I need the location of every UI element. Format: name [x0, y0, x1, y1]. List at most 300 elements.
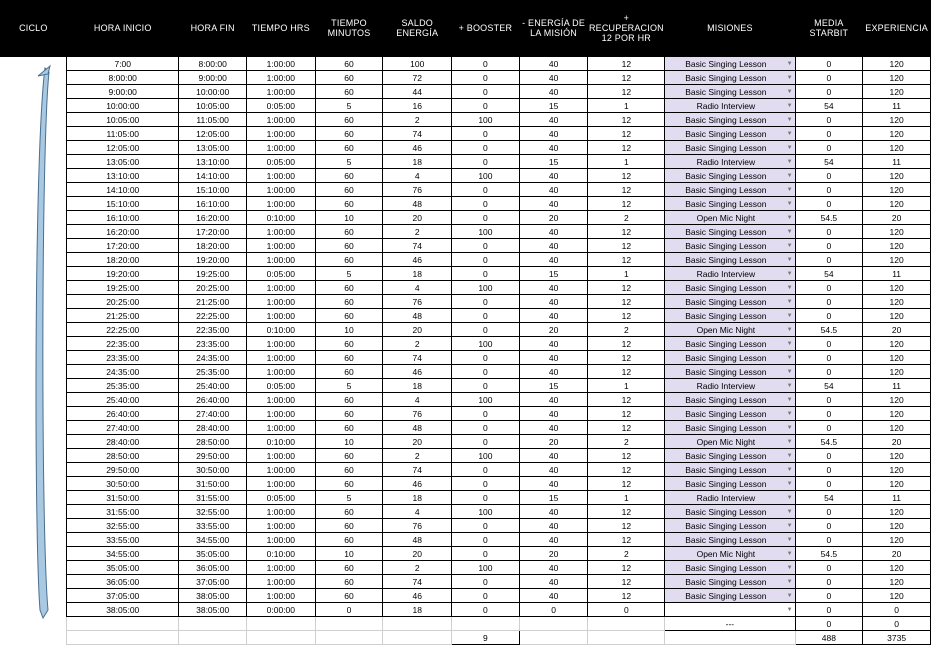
cell-hora-inicio[interactable]: 26:40:00: [67, 407, 179, 421]
cell-hora-fin[interactable]: 23:35:00: [179, 337, 247, 351]
mission-dropdown[interactable]: [665, 421, 795, 435]
cell-tiempo-hrs[interactable]: 0:05:00: [247, 267, 316, 281]
cell-hora-inicio[interactable]: 8:00:00: [67, 71, 179, 85]
cell-saldo-energia[interactable]: 48: [383, 421, 452, 435]
cell-hora-fin[interactable]: 33:55:00: [179, 519, 247, 533]
cell-media-starbit[interactable]: 0: [795, 295, 863, 309]
cell-hora-inicio[interactable]: 32:55:00: [67, 519, 179, 533]
cell-hora-fin[interactable]: 25:40:00: [179, 379, 247, 393]
dropdown-arrow-icon[interactable]: ▼: [786, 271, 793, 277]
cell-hora-inicio[interactable]: 22:35:00: [67, 337, 179, 351]
cell-ciclo[interactable]: [0, 575, 67, 589]
cell-hora-inicio[interactable]: 19:25:00: [67, 281, 179, 295]
dropdown-arrow-icon[interactable]: ▼: [786, 369, 793, 375]
dropdown-arrow-icon[interactable]: ▼: [786, 257, 793, 263]
cell-media-starbit[interactable]: 0: [795, 71, 863, 85]
cell-tiempo-minutos[interactable]: 5: [315, 99, 383, 113]
cell-ciclo[interactable]: [0, 225, 67, 239]
mission-dropdown[interactable]: [665, 407, 795, 421]
cell-energia-mision[interactable]: 40: [519, 281, 588, 295]
cell-experiencia[interactable]: 120: [863, 183, 931, 197]
cell-recuperacion[interactable]: 1: [588, 491, 665, 505]
cell-booster[interactable]: 0: [452, 85, 520, 99]
cell-hora-inicio[interactable]: 16:10:00: [67, 211, 179, 225]
cell-experiencia[interactable]: 120: [863, 519, 931, 533]
cell-empty[interactable]: [67, 617, 179, 631]
cell-energia-mision[interactable]: 40: [519, 309, 588, 323]
cell-booster[interactable]: 0: [452, 267, 520, 281]
cell-tiempo-minutos[interactable]: 60: [315, 197, 383, 211]
cell-tiempo-hrs[interactable]: 1:00:00: [247, 365, 316, 379]
cell-ciclo[interactable]: [0, 57, 67, 71]
cell-hora-fin[interactable]: 10:00:00: [179, 85, 247, 99]
dropdown-arrow-icon[interactable]: ▼: [786, 453, 793, 459]
dropdown-arrow-icon[interactable]: ▼: [786, 131, 793, 137]
cell-recuperacion[interactable]: 12: [588, 281, 665, 295]
cell-hora-inicio[interactable]: 21:25:00: [67, 309, 179, 323]
cell-hora-inicio[interactable]: 22:25:00: [67, 323, 179, 337]
cell-energia-mision[interactable]: 40: [519, 253, 588, 267]
cell-saldo-energia[interactable]: 76: [383, 519, 452, 533]
cell-hora-inicio[interactable]: 17:20:00: [67, 239, 179, 253]
cell-tiempo-minutos[interactable]: 10: [315, 435, 383, 449]
cell-booster[interactable]: 0: [452, 603, 520, 617]
cell-energia-mision[interactable]: 20: [519, 323, 588, 337]
cell-tiempo-hrs[interactable]: 1:00:00: [247, 197, 316, 211]
cell-booster[interactable]: 0: [452, 435, 520, 449]
cell-hora-inicio[interactable]: 33:55:00: [67, 533, 179, 547]
cell-empty[interactable]: [665, 631, 795, 645]
cell-experiencia[interactable]: 11: [863, 491, 931, 505]
cell-tiempo-hrs[interactable]: 1:00:00: [247, 421, 316, 435]
cell-ciclo[interactable]: [0, 449, 67, 463]
dropdown-arrow-icon[interactable]: ▼: [786, 187, 793, 193]
cell-media-starbit[interactable]: 0: [795, 85, 863, 99]
cell-booster[interactable]: 0: [452, 533, 520, 547]
cell-hora-fin[interactable]: 14:10:00: [179, 169, 247, 183]
cell-ciclo[interactable]: [0, 365, 67, 379]
cell-booster[interactable]: 100: [452, 505, 520, 519]
cell-hora-inicio[interactable]: 31:50:00: [67, 491, 179, 505]
cell-tiempo-hrs[interactable]: 1:00:00: [247, 239, 316, 253]
cell-hora-inicio[interactable]: 25:40:00: [67, 393, 179, 407]
cell-booster[interactable]: 0: [452, 365, 520, 379]
cell-saldo-energia[interactable]: 46: [383, 589, 452, 603]
cell-booster[interactable]: 0: [452, 99, 520, 113]
mission-dropdown[interactable]: [665, 141, 795, 155]
cell-hora-inicio[interactable]: 12:05:00: [67, 141, 179, 155]
cell-ciclo[interactable]: [0, 71, 67, 85]
cell-saldo-energia[interactable]: 2: [383, 561, 452, 575]
cell-ciclo[interactable]: [0, 141, 67, 155]
cell-tiempo-minutos[interactable]: 60: [315, 449, 383, 463]
cell-recuperacion[interactable]: 12: [588, 253, 665, 267]
cell-energia-mision[interactable]: 15: [519, 155, 588, 169]
cell-booster[interactable]: 100: [452, 393, 520, 407]
cell-recuperacion[interactable]: 12: [588, 421, 665, 435]
cell-recuperacion[interactable]: 12: [588, 519, 665, 533]
cell-hora-fin[interactable]: 32:55:00: [179, 505, 247, 519]
cell-experiencia[interactable]: 120: [863, 113, 931, 127]
dropdown-arrow-icon[interactable]: ▼: [786, 509, 793, 515]
cell-tiempo-minutos[interactable]: 60: [315, 463, 383, 477]
cell-media-starbit[interactable]: 0: [795, 421, 863, 435]
cell-energia-mision[interactable]: 40: [519, 477, 588, 491]
header-misiones[interactable]: MISIONES: [665, 0, 795, 57]
cell-hora-inicio[interactable]: 19:20:00: [67, 267, 179, 281]
cell-tiempo-minutos[interactable]: 60: [315, 127, 383, 141]
cell-recuperacion[interactable]: 12: [588, 449, 665, 463]
cell-recuperacion[interactable]: 1: [588, 267, 665, 281]
cell-saldo-energia[interactable]: 20: [383, 323, 452, 337]
cell-ciclo[interactable]: [0, 351, 67, 365]
cell-hora-fin[interactable]: 28:50:00: [179, 435, 247, 449]
cell-tiempo-hrs[interactable]: 1:00:00: [247, 127, 316, 141]
cell-saldo-energia[interactable]: 2: [383, 337, 452, 351]
cell-tiempo-hrs[interactable]: 1:00:00: [247, 141, 316, 155]
cell-experiencia[interactable]: 120: [863, 239, 931, 253]
cell-hora-inicio[interactable]: 37:05:00: [67, 589, 179, 603]
cell-tiempo-hrs[interactable]: 1:00:00: [247, 393, 316, 407]
cell-hora-inicio[interactable]: 16:20:00: [67, 225, 179, 239]
cell-booster[interactable]: 0: [452, 295, 520, 309]
cell-experiencia[interactable]: 11: [863, 379, 931, 393]
cell-energia-mision[interactable]: 40: [519, 351, 588, 365]
cell-recuperacion[interactable]: 12: [588, 589, 665, 603]
cell-booster[interactable]: 0: [452, 421, 520, 435]
dropdown-arrow-icon[interactable]: ▼: [786, 285, 793, 291]
cell-hora-fin[interactable]: 12:05:00: [179, 127, 247, 141]
cell-booster[interactable]: 0: [452, 141, 520, 155]
cell-hora-inicio[interactable]: 36:05:00: [67, 575, 179, 589]
mission-dropdown[interactable]: [665, 477, 795, 491]
mission-dropdown[interactable]: [665, 463, 795, 477]
cell-tiempo-hrs[interactable]: 0:00:00: [247, 603, 316, 617]
dropdown-arrow-icon[interactable]: ▼: [786, 299, 793, 305]
cell-hora-fin[interactable]: 37:05:00: [179, 575, 247, 589]
cell-recuperacion[interactable]: 12: [588, 463, 665, 477]
cell-hora-inicio[interactable]: 23:35:00: [67, 351, 179, 365]
cell-tiempo-minutos[interactable]: 60: [315, 505, 383, 519]
cell-experiencia[interactable]: 120: [863, 253, 931, 267]
cell-ciclo[interactable]: [0, 463, 67, 477]
dropdown-arrow-icon[interactable]: ▼: [786, 383, 793, 389]
cell-tiempo-minutos[interactable]: 60: [315, 239, 383, 253]
cell-recuperacion[interactable]: 12: [588, 561, 665, 575]
cell-saldo-energia[interactable]: 74: [383, 575, 452, 589]
cell-recuperacion[interactable]: 2: [588, 211, 665, 225]
cell-energia-mision[interactable]: 40: [519, 183, 588, 197]
cell-ciclo[interactable]: [0, 85, 67, 99]
cell-empty[interactable]: [383, 631, 452, 645]
cell-tiempo-hrs[interactable]: 0:05:00: [247, 379, 316, 393]
cell-ciclo[interactable]: [0, 99, 67, 113]
cell-recuperacion[interactable]: 12: [588, 71, 665, 85]
cell-ciclo[interactable]: [0, 323, 67, 337]
mission-dropdown[interactable]: [665, 449, 795, 463]
cell-ciclo[interactable]: [0, 379, 67, 393]
cell-tiempo-hrs[interactable]: 1:00:00: [247, 407, 316, 421]
cell-energia-mision[interactable]: 0: [519, 603, 588, 617]
cell-booster[interactable]: 0: [452, 71, 520, 85]
mission-dropdown[interactable]: [665, 281, 795, 295]
cell-ciclo[interactable]: [0, 519, 67, 533]
cell-experiencia[interactable]: 120: [863, 407, 931, 421]
cell-recuperacion[interactable]: 2: [588, 435, 665, 449]
cell-tiempo-hrs[interactable]: 1:00:00: [247, 57, 316, 71]
cell-booster[interactable]: 100: [452, 113, 520, 127]
cell-tiempo-minutos[interactable]: 10: [315, 323, 383, 337]
cell-booster[interactable]: 0: [452, 463, 520, 477]
cell-ciclo[interactable]: [0, 603, 67, 617]
cell-media-starbit[interactable]: 0: [795, 365, 863, 379]
cell-hora-inicio[interactable]: 29:50:00: [67, 463, 179, 477]
cell-booster[interactable]: 100: [452, 169, 520, 183]
dropdown-arrow-icon[interactable]: ▼: [786, 355, 793, 361]
cell-experiencia-extra[interactable]: 0: [863, 617, 931, 631]
cell-empty[interactable]: [452, 617, 520, 631]
dropdown-arrow-icon[interactable]: ▼: [786, 341, 793, 347]
cell-ciclo[interactable]: [0, 561, 67, 575]
cell-experiencia[interactable]: 120: [863, 393, 931, 407]
cell-hora-inicio[interactable]: 15:10:00: [67, 197, 179, 211]
cell-experiencia[interactable]: 120: [863, 127, 931, 141]
dropdown-arrow-icon[interactable]: ▼: [786, 565, 793, 571]
cell-recuperacion[interactable]: 12: [588, 197, 665, 211]
cell-tiempo-hrs[interactable]: 1:00:00: [247, 463, 316, 477]
cell-tiempo-hrs[interactable]: 1:00:00: [247, 351, 316, 365]
cell-energia-mision[interactable]: 40: [519, 113, 588, 127]
cell-hora-fin[interactable]: 8:00:00: [179, 57, 247, 71]
dropdown-arrow-icon[interactable]: ▼: [786, 89, 793, 95]
cell-media-starbit[interactable]: 0: [795, 253, 863, 267]
cell-energia-mision[interactable]: 40: [519, 561, 588, 575]
cell-empty[interactable]: [0, 617, 67, 631]
cell-tiempo-minutos[interactable]: 10: [315, 547, 383, 561]
cell-saldo-energia[interactable]: 4: [383, 505, 452, 519]
cell-recuperacion[interactable]: 12: [588, 183, 665, 197]
cell-booster[interactable]: 0: [452, 323, 520, 337]
mission-dropdown[interactable]: [665, 155, 795, 169]
cell-saldo-energia[interactable]: 4: [383, 169, 452, 183]
cell-tiempo-hrs[interactable]: 1:00:00: [247, 253, 316, 267]
cell-booster[interactable]: 0: [452, 589, 520, 603]
cell-experiencia[interactable]: 120: [863, 589, 931, 603]
cell-tiempo-hrs[interactable]: 1:00:00: [247, 71, 316, 85]
cell-empty[interactable]: [315, 631, 383, 645]
cell-media-starbit[interactable]: 0: [795, 463, 863, 477]
cell-media-starbit[interactable]: 54: [795, 99, 863, 113]
cell-hora-inicio[interactable]: 38:05:00: [67, 603, 179, 617]
cell-recuperacion[interactable]: 12: [588, 407, 665, 421]
cell-hora-fin[interactable]: 31:50:00: [179, 477, 247, 491]
cell-hora-fin[interactable]: 19:25:00: [179, 267, 247, 281]
cell-experiencia[interactable]: 120: [863, 477, 931, 491]
cell-media-starbit[interactable]: 54: [795, 379, 863, 393]
cell-experiencia[interactable]: 120: [863, 365, 931, 379]
cell-tiempo-minutos[interactable]: 60: [315, 169, 383, 183]
cell-experiencia[interactable]: 120: [863, 309, 931, 323]
mission-dropdown[interactable]: [665, 337, 795, 351]
cell-hora-fin[interactable]: 13:05:00: [179, 141, 247, 155]
cell-recuperacion[interactable]: 12: [588, 295, 665, 309]
dropdown-arrow-icon[interactable]: ▼: [786, 75, 793, 81]
mission-dropdown[interactable]: [665, 547, 795, 561]
cell-tiempo-hrs[interactable]: 0:05:00: [247, 99, 316, 113]
cell-booster[interactable]: 100: [452, 337, 520, 351]
cell-energia-mision[interactable]: 40: [519, 519, 588, 533]
cell-tiempo-minutos[interactable]: 60: [315, 113, 383, 127]
cell-energia-mision[interactable]: 40: [519, 449, 588, 463]
cell-booster[interactable]: 0: [452, 477, 520, 491]
cell-tiempo-minutos[interactable]: 5: [315, 155, 383, 169]
cell-experiencia[interactable]: 120: [863, 197, 931, 211]
mission-dropdown[interactable]: [665, 379, 795, 393]
cell-tiempo-minutos[interactable]: 5: [315, 379, 383, 393]
cell-media-starbit[interactable]: 54.5: [795, 435, 863, 449]
cell-experiencia[interactable]: 120: [863, 533, 931, 547]
cell-tiempo-hrs[interactable]: 1:00:00: [247, 589, 316, 603]
cell-booster[interactable]: 0: [452, 239, 520, 253]
cell-saldo-energia[interactable]: 48: [383, 533, 452, 547]
cell-hora-fin[interactable]: 11:05:00: [179, 113, 247, 127]
cell-hora-inicio[interactable]: 30:50:00: [67, 477, 179, 491]
cell-ciclo[interactable]: [0, 393, 67, 407]
cell-media-starbit[interactable]: 0: [795, 127, 863, 141]
cell-hora-inicio[interactable]: 20:25:00: [67, 295, 179, 309]
cell-recuperacion[interactable]: 12: [588, 337, 665, 351]
mission-dropdown[interactable]: [665, 267, 795, 281]
header-hora-inicio[interactable]: HORA INICIO: [67, 0, 179, 57]
cell-tiempo-hrs[interactable]: 1:00:00: [247, 281, 316, 295]
cell-hora-inicio[interactable]: 13:05:00: [67, 155, 179, 169]
cell-tiempo-hrs[interactable]: 1:00:00: [247, 337, 316, 351]
cell-hora-fin[interactable]: 34:55:00: [179, 533, 247, 547]
cell-booster[interactable]: 100: [452, 561, 520, 575]
cell-experiencia[interactable]: 0: [863, 603, 931, 617]
cell-recuperacion[interactable]: 12: [588, 533, 665, 547]
cell-hora-fin[interactable]: 16:20:00: [179, 211, 247, 225]
cell-ciclo[interactable]: [0, 421, 67, 435]
cell-hora-fin[interactable]: 16:10:00: [179, 197, 247, 211]
cell-recuperacion[interactable]: 2: [588, 323, 665, 337]
cell-energia-mision[interactable]: 40: [519, 505, 588, 519]
cell-hora-fin[interactable]: 31:55:00: [179, 491, 247, 505]
cell-ciclo[interactable]: [0, 589, 67, 603]
header-saldo-energia[interactable]: SALDO ENERGÍA: [383, 0, 452, 57]
mission-dropdown[interactable]: [665, 295, 795, 309]
cell-tiempo-minutos[interactable]: 60: [315, 295, 383, 309]
cell-ciclo[interactable]: [0, 155, 67, 169]
total-media-starbit[interactable]: 488: [795, 631, 863, 645]
cell-recuperacion[interactable]: 12: [588, 127, 665, 141]
mission-dropdown[interactable]: [665, 519, 795, 533]
cell-ciclo[interactable]: [0, 477, 67, 491]
cell-recuperacion[interactable]: 1: [588, 379, 665, 393]
dropdown-arrow-icon[interactable]: ▼: [786, 103, 793, 109]
header-tiempo-minutos[interactable]: TIEMPO MINUTOS: [315, 0, 383, 57]
cell-saldo-energia[interactable]: 46: [383, 253, 452, 267]
cell-booster[interactable]: 0: [452, 211, 520, 225]
cell-experiencia[interactable]: 20: [863, 211, 931, 225]
cell-energia-mision[interactable]: 20: [519, 435, 588, 449]
dropdown-arrow-icon[interactable]: ▼: [786, 467, 793, 473]
cell-booster[interactable]: 0: [452, 127, 520, 141]
cell-experiencia[interactable]: 120: [863, 169, 931, 183]
cell-experiencia[interactable]: 120: [863, 57, 931, 71]
cell-booster[interactable]: 0: [452, 547, 520, 561]
mission-dropdown[interactable]: [665, 351, 795, 365]
cell-recuperacion[interactable]: 12: [588, 225, 665, 239]
cell-hora-inicio[interactable]: 25:35:00: [67, 379, 179, 393]
dropdown-arrow-icon[interactable]: ▼: [786, 481, 793, 487]
cell-hora-fin[interactable]: 26:40:00: [179, 393, 247, 407]
cell-experiencia[interactable]: 120: [863, 295, 931, 309]
cell-hora-fin[interactable]: 38:05:00: [179, 603, 247, 617]
cell-booster[interactable]: 0: [452, 379, 520, 393]
mission-dropdown[interactable]: [665, 575, 795, 589]
cell-tiempo-minutos[interactable]: 60: [315, 57, 383, 71]
cell-ciclo[interactable]: [0, 127, 67, 141]
dropdown-arrow-icon[interactable]: ▼: [786, 243, 793, 249]
cell-energia-mision[interactable]: 15: [519, 267, 588, 281]
cell-tiempo-minutos[interactable]: 60: [315, 281, 383, 295]
cell-energia-mision[interactable]: 15: [519, 491, 588, 505]
cell-energia-mision[interactable]: 40: [519, 337, 588, 351]
cell-media-starbit[interactable]: 0: [795, 141, 863, 155]
cell-tiempo-minutos[interactable]: 60: [315, 337, 383, 351]
mission-dropdown[interactable]: [665, 491, 795, 505]
cell-saldo-energia[interactable]: 2: [383, 449, 452, 463]
cell-hora-inicio[interactable]: 10:00:00: [67, 99, 179, 113]
cell-hora-fin[interactable]: 28:40:00: [179, 421, 247, 435]
mission-dropdown[interactable]: [665, 197, 795, 211]
cell-media-starbit[interactable]: 0: [795, 281, 863, 295]
cell-hora-inicio[interactable]: 28:50:00: [67, 449, 179, 463]
cell-tiempo-hrs[interactable]: 1:00:00: [247, 575, 316, 589]
mission-dropdown[interactable]: [665, 239, 795, 253]
cell-media-starbit[interactable]: 0: [795, 589, 863, 603]
cell-tiempo-hrs[interactable]: 1:00:00: [247, 561, 316, 575]
dropdown-arrow-icon[interactable]: ▼: [786, 607, 793, 613]
cell-tiempo-hrs[interactable]: 0:05:00: [247, 491, 316, 505]
cell-saldo-energia[interactable]: 20: [383, 211, 452, 225]
dropdown-arrow-icon[interactable]: ▼: [786, 201, 793, 207]
cell-hora-inicio[interactable]: 28:40:00: [67, 435, 179, 449]
cell-empty[interactable]: [588, 617, 665, 631]
cell-tiempo-hrs[interactable]: 1:00:00: [247, 533, 316, 547]
cell-recuperacion[interactable]: 2: [588, 547, 665, 561]
cell-tiempo-minutos[interactable]: 60: [315, 365, 383, 379]
cell-ciclo[interactable]: [0, 211, 67, 225]
cell-saldo-energia[interactable]: 18: [383, 603, 452, 617]
mission-dropdown[interactable]: [665, 183, 795, 197]
cell-hora-inicio[interactable]: 13:10:00: [67, 169, 179, 183]
cell-ciclo[interactable]: [0, 295, 67, 309]
dropdown-arrow-icon[interactable]: ▼: [786, 145, 793, 151]
cell-tiempo-minutos[interactable]: 60: [315, 253, 383, 267]
header-energia-mision[interactable]: - ENERGÍA DE LA MISIÓN: [519, 0, 588, 57]
cell-media-starbit[interactable]: 0: [795, 351, 863, 365]
cell-booster[interactable]: 0: [452, 575, 520, 589]
cell-ciclo[interactable]: [0, 547, 67, 561]
dropdown-arrow-icon[interactable]: ▼: [786, 425, 793, 431]
cell-media-starbit-extra[interactable]: 0: [795, 617, 863, 631]
cell-tiempo-minutos[interactable]: 0: [315, 603, 383, 617]
cell-tiempo-hrs[interactable]: 1:00:00: [247, 477, 316, 491]
total-experiencia[interactable]: 3735: [863, 631, 931, 645]
cell-tiempo-hrs[interactable]: 1:00:00: [247, 225, 316, 239]
